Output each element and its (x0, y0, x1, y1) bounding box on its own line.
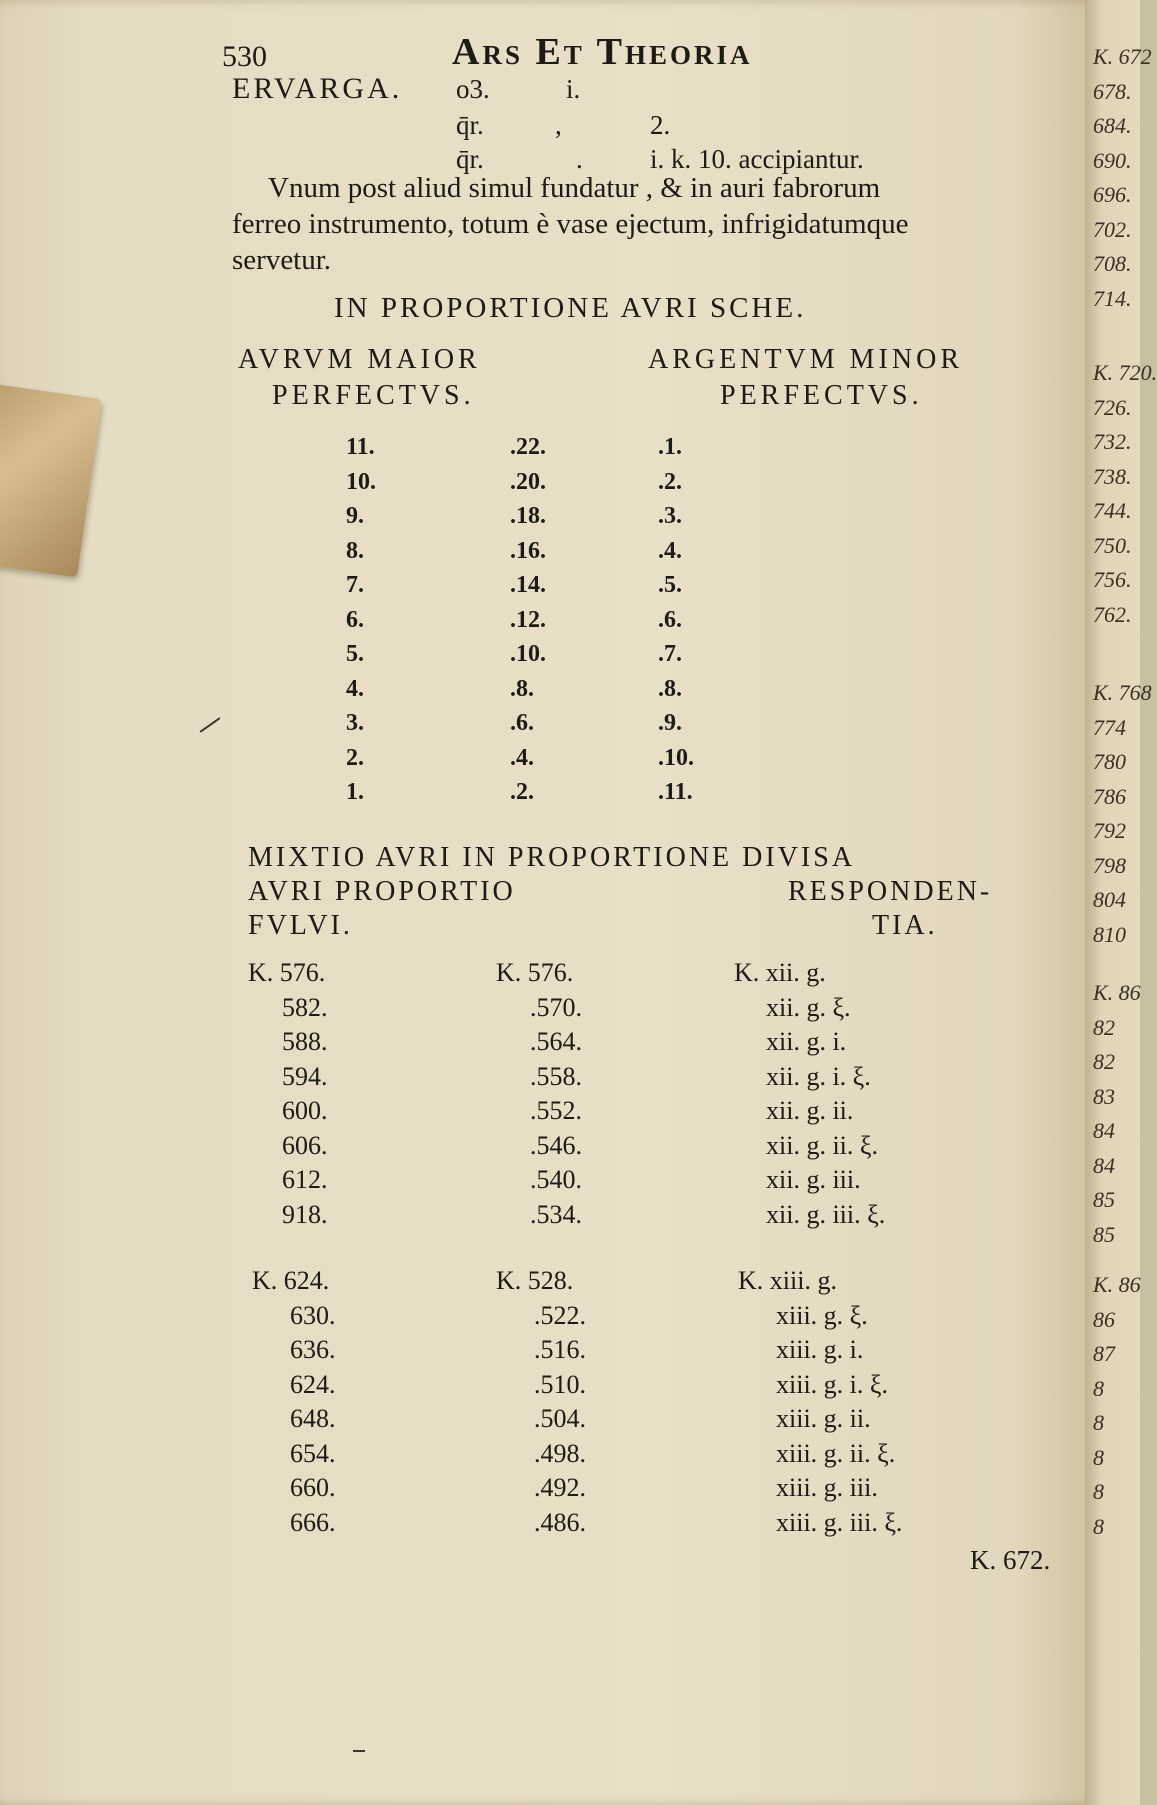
facing-margin-number: 82 (1093, 1014, 1115, 1040)
table-cell: .8. (510, 675, 534, 702)
table-cell: 8. (346, 537, 364, 564)
facing-margin-number: 702. (1093, 216, 1132, 242)
facing-margin-number: 762. (1093, 601, 1132, 627)
table-cell: .2. (510, 779, 534, 805)
table-cell: 10. (346, 468, 376, 495)
facing-margin-number: 726. (1093, 394, 1132, 420)
table-cell: xii. g. i. (766, 1027, 847, 1056)
page-number: 530 (222, 40, 267, 73)
table-cell: .4. (510, 744, 534, 771)
table-cell: 636. (290, 1335, 336, 1364)
section-title: IN PROPORTIONE AVRI SCHE. (334, 292, 807, 324)
facing-margin-number: 8 (1093, 1513, 1104, 1539)
table-cell: xiii. g. ii. ξ. (776, 1438, 896, 1468)
facing-margin-number: K. 768 (1093, 680, 1152, 705)
facing-margin-number: 732. (1093, 429, 1132, 454)
table-cell: 2. (346, 744, 364, 771)
facing-margin-number: 85 (1093, 1221, 1115, 1247)
table-cell: .552. (530, 1096, 582, 1125)
table-cell: 666. (290, 1507, 336, 1537)
table-cell: 648. (290, 1404, 336, 1433)
table-cell: .540. (530, 1165, 582, 1194)
recipe-sep-3: . (576, 144, 583, 174)
table-cell: xiii. g. iii. (776, 1473, 878, 1502)
catchword: K. 672. (970, 1545, 1051, 1575)
table-cell: 918. (282, 1199, 328, 1229)
table-cell: xii. g. ii. ξ. (766, 1130, 878, 1160)
table-cell: 3. (346, 710, 364, 736)
paragraph-line: servetur. (232, 244, 332, 276)
column-head-right-line1: RESPONDEN- (788, 876, 993, 907)
table-cell: K. 624. (252, 1266, 330, 1295)
table-cell: 660. (290, 1473, 336, 1502)
facing-margin-number: 786 (1093, 783, 1126, 809)
table-cell: K. 528. (496, 1266, 574, 1295)
table-cell: xii. g. i. ξ. (766, 1061, 871, 1091)
table-cell: 5. (346, 641, 364, 667)
paragraph-line: ferreo instrumento, totum è vase ejectum, infrigidatumque (232, 208, 909, 240)
table-cell: 582. (282, 992, 328, 1022)
table-cell: .3. (658, 503, 682, 529)
recipe-title: ERVARGA. (232, 72, 403, 105)
running-title: Ars Et Theoria (452, 31, 753, 73)
table-cell: 654. (290, 1438, 336, 1468)
table-cell: xii. g. ξ. (766, 992, 851, 1022)
facing-margin-number: K. 86 (1093, 1272, 1141, 1297)
recipe-amount-1: i. (566, 74, 581, 104)
table-cell: .558. (530, 1061, 582, 1091)
table-cell: .498. (534, 1438, 586, 1468)
recipe-amount-2: 2. (650, 110, 671, 140)
facing-margin-number: 8 (1093, 1479, 1104, 1504)
table-cell: K. 576. (248, 958, 326, 987)
table-cell: .11. (658, 779, 693, 805)
column-head-left-line2: FVLVI. (248, 910, 353, 941)
table-cell: K. 576. (496, 958, 574, 987)
facing-margin-number: 804 (1093, 887, 1126, 912)
table-cell: .2. (658, 468, 682, 495)
facing-margin-number: 678. (1093, 78, 1132, 104)
paragraph-line: Vnum post aliud simul fundatur , & in auri fabrorum (268, 172, 881, 204)
table-cell: .22. (510, 434, 546, 460)
table-cell: .20. (510, 468, 546, 495)
facing-margin-number: 82 (1093, 1049, 1115, 1074)
column-head-left-line1: AVRI PROPORTIO (248, 876, 516, 907)
table-cell: .1. (658, 434, 682, 460)
facing-margin-number: 86 (1093, 1306, 1115, 1332)
facing-margin-number: 690. (1093, 147, 1132, 173)
facing-margin-number: 750. (1093, 532, 1132, 558)
facing-margin-number: 84 (1093, 1152, 1115, 1178)
facing-margin-number: 744. (1093, 498, 1132, 523)
table-cell: 7. (346, 572, 364, 598)
table-cell: xiii. g. iii. ξ. (776, 1507, 903, 1537)
table-cell: .18. (510, 503, 546, 529)
table-cell: .6. (510, 710, 534, 736)
column-head-right-line2: TIA. (872, 910, 938, 941)
table-cell: 594. (282, 1061, 328, 1091)
facing-margin-number: 792 (1093, 818, 1126, 843)
table-cell: .5. (658, 572, 682, 598)
column-head-right-line2: PERFECTVS. (720, 380, 923, 411)
ink-mark (353, 1750, 365, 1752)
table-cell: .4. (658, 537, 682, 564)
table-cell: .7. (658, 641, 682, 667)
facing-margin-number: 87 (1093, 1341, 1115, 1366)
recipe-unit-1: o3. (456, 74, 490, 104)
facing-margin-number: 85 (1093, 1187, 1115, 1212)
facing-page-edge (1085, 0, 1157, 1805)
table-cell: .492. (534, 1473, 586, 1502)
facing-margin-number: 780 (1093, 749, 1126, 774)
facing-margin-number: 738. (1093, 463, 1132, 489)
table-cell: .16. (510, 537, 546, 564)
facing-margin-number: 83 (1093, 1083, 1115, 1109)
body-paragraph (232, 170, 1032, 278)
table-cell: 6. (346, 606, 364, 633)
table-cell: K. xiii. g. (738, 1266, 837, 1295)
table-cell: .516. (534, 1335, 586, 1364)
table-cell: .546. (530, 1130, 582, 1160)
table-cell: 4. (346, 675, 364, 702)
table-cell: xiii. g. ξ. (776, 1300, 868, 1330)
facing-margin-number: K. 720. (1093, 360, 1157, 385)
facing-margin-number: 810 (1093, 921, 1126, 947)
table-cell: .486. (534, 1507, 586, 1537)
table-cell: 1. (346, 779, 364, 805)
table-cell: xii. g. iii. ξ. (766, 1199, 886, 1229)
table-cell: .6. (658, 606, 682, 633)
table-cell: xiii. g. i. ξ. (776, 1369, 888, 1399)
table-cell: 630. (290, 1300, 336, 1330)
column-head-left-line2: PERFECTVS. (272, 380, 475, 411)
facing-margin-number: 798 (1093, 852, 1126, 878)
table-cell: xiii. g. ii. (776, 1404, 871, 1433)
table-cell: .12. (510, 606, 546, 633)
facing-margin-number: 8 (1093, 1444, 1104, 1470)
table-cell: xiii. g. i. (776, 1335, 864, 1364)
table-cell: 11. (346, 434, 375, 460)
table-cell: .522. (534, 1300, 586, 1330)
table-cell: .534. (530, 1199, 582, 1229)
facing-margin-number: 84 (1093, 1118, 1115, 1143)
column-head-left-line1: AVRVM MAIOR (238, 344, 481, 375)
table-cell: xii. g. ii. (766, 1096, 854, 1125)
table-cell: .14. (510, 572, 546, 598)
table-cell: 588. (282, 1027, 328, 1056)
facing-margin-number: K. 672 (1093, 44, 1152, 69)
table-cell: 624. (290, 1369, 336, 1399)
facing-margin-number: 714. (1093, 285, 1132, 311)
table-cell: .10. (510, 641, 546, 667)
table-cell: .10. (658, 744, 694, 771)
table-cell: .510. (534, 1369, 586, 1399)
table-cell: .8. (658, 675, 682, 702)
recipe-sep-2: , (555, 110, 562, 140)
facing-margin-number: 684. (1093, 113, 1132, 138)
column-head-right-line1: ARGENTVM MINOR (648, 344, 963, 375)
table-cell: .570. (530, 992, 582, 1022)
facing-margin-number: K. 86 (1093, 980, 1141, 1005)
table-cell: 606. (282, 1130, 328, 1160)
table-cell: .9. (658, 710, 682, 736)
section-title: MIXTIO AVRI IN PROPORTIONE DIVISA (248, 842, 856, 873)
facing-margin-number: 708. (1093, 251, 1132, 276)
recipe-unit-3: q̄r. (456, 144, 484, 174)
recipe-amount-3: i. k. 10. accipiantur. (650, 144, 864, 174)
facing-margin-number: 756. (1093, 567, 1132, 592)
table-cell: 9. (346, 503, 364, 529)
table-cell: .504. (534, 1404, 586, 1433)
table-cell: xii. g. iii. (766, 1165, 861, 1194)
facing-margin-number: 8 (1093, 1375, 1104, 1401)
facing-margin-number: 774 (1093, 714, 1126, 740)
table-cell: 612. (282, 1165, 328, 1194)
facing-margin-number: 696. (1093, 182, 1132, 207)
facing-margin-number: 8 (1093, 1410, 1104, 1435)
table-cell: K. xii. g. (734, 958, 826, 987)
table-cell: 600. (282, 1096, 328, 1125)
recipe-unit-2: q̄r. (456, 110, 484, 140)
table-cell: .564. (530, 1027, 582, 1056)
